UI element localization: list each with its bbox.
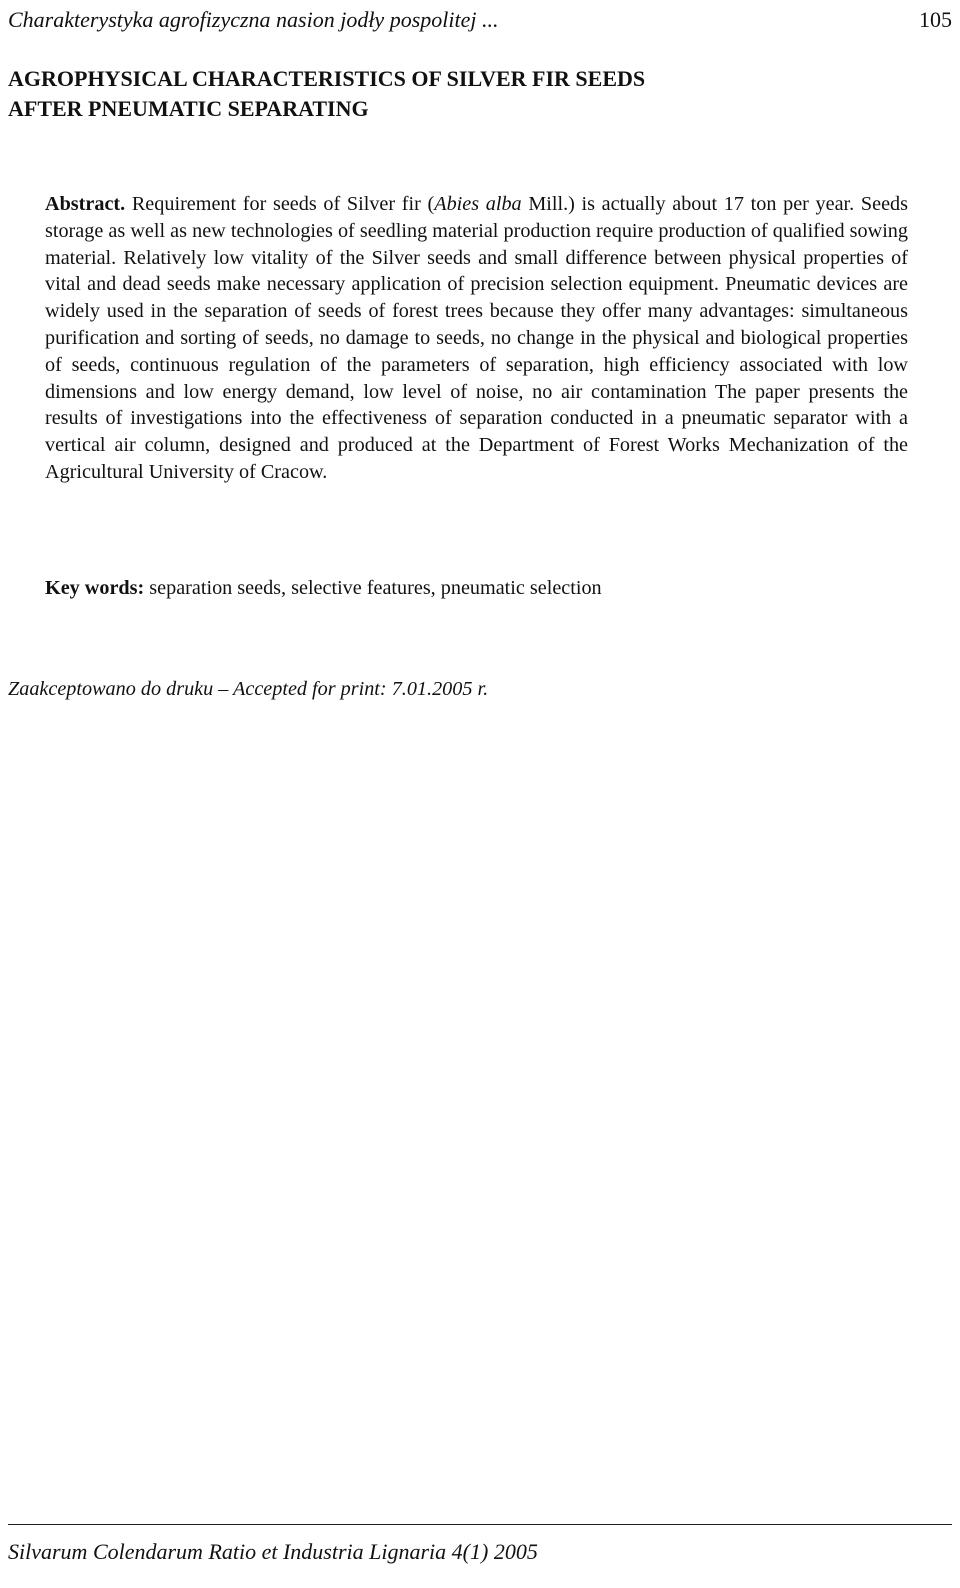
keywords-text: separation seeds, selective features, pneumatic selection <box>144 577 602 599</box>
acceptance-note: Zaakceptowano do druku – Accepted for print: 7.01.2005 r. <box>8 678 489 700</box>
keywords-paragraph <box>45 575 908 602</box>
running-title: Charakterystyka agrofizyczna nasion jodły pospolitej ... <box>8 7 499 32</box>
page-number: 105 <box>919 7 952 32</box>
keywords-label: Key words: <box>45 577 145 599</box>
paper-title-line-1: AGROPHYSICAL CHARACTERISTICS OF SILVER FIR SEEDS <box>8 66 646 91</box>
abstract-text-before-species: Requirement for seeds of Silver fir ( <box>125 193 435 215</box>
abstract-text-after-species: Mill.) is actually about 17 ton per year. Seeds storage as well as new technologies of seedling material production require production of qualified sowing material. Relatively low vitality of the Silver seeds and small difference between physical properties of vital and dead seeds make necessary application of precision selection equipment. Pneumatic devices are widely used in the separation of seeds of forest trees because they offer many advantages: simultaneous purification and sorting of seeds, no damage to seeds, no change in the physical and biological properties of seeds, continuous regulation of the parameters of separation, high efficiency associated with low dimensions and low energy demand, low level of noise, no air contamination The paper presents the results of investigations into the effectiveness of separation conducted in a pneumatic separator with a vertical air column, designed and produced at the Department of Forest Works Mechanization of the Agricultural University of Cracow. <box>45 193 908 483</box>
abstract-species-name: Abies alba <box>434 193 522 215</box>
paper-title-line-2: AFTER PNEUMATIC SEPARATING <box>8 96 369 121</box>
abstract-label: Abstract. <box>45 193 126 215</box>
running-footer: Silvarum Colendarum Ratio et Industria Lignaria 4(1) 2005 <box>8 1539 538 1564</box>
abstract-paragraph <box>45 191 908 486</box>
footer-divider <box>8 1524 952 1525</box>
paper-title <box>8 64 908 124</box>
running-header <box>0 6 960 36</box>
